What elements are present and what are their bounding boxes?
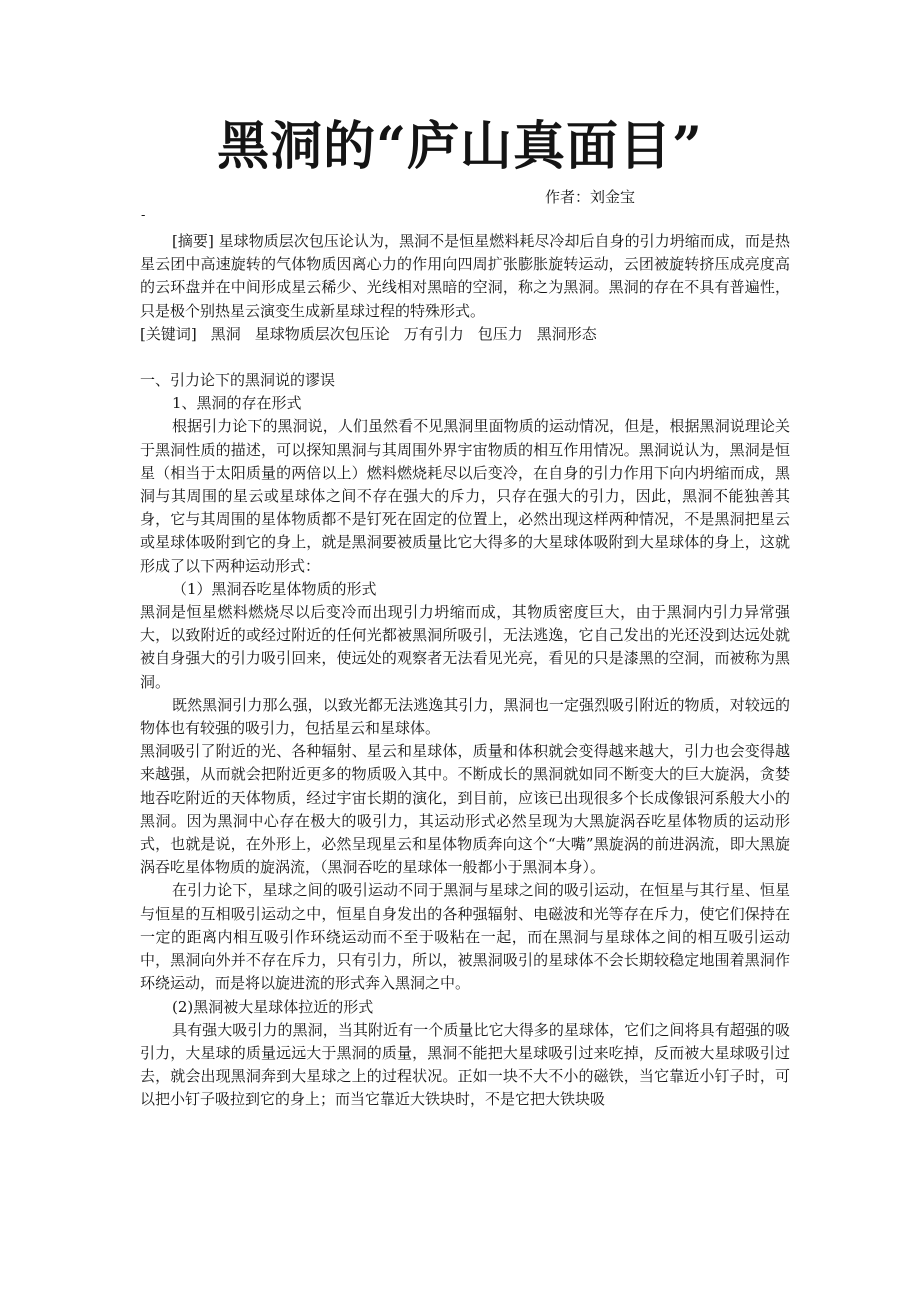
keyword-item: 万有引力 (403, 324, 464, 343)
separator-mark: - (141, 208, 146, 223)
body-paragraph: 黑洞吸引了附近的光、各种辐射、星云和星球体，质量和体积就会变得越来越大，引力也会变得越来越强，从而就会把附近更多的物质吸入其中。不断成长的黑洞就如同不断变大的巨大旋涡，贪婪地吞吃附近的天体物质，经过宇宙长期的演化，到目前，应该已出现很多个长成像银河系般大小的黑洞。因为黑洞中心存在极大的吸引力，其运动形式必然呈现为大黑旋涡吞吃星体物质的运动形式，也就是说，在外形上，必然呈现星云和星体物质奔向这个“大嘴”黑旋涡的前进涡流，即大黑旋涡吞吃星体物质的旋涡流，（黑洞吞吃的星球体一般都小于黑洞本身）。 (140, 742, 790, 877)
keywords-label: [关键词] (140, 324, 197, 343)
item-heading: （1）黑洞吞吃星体物质的形式 (172, 579, 377, 598)
abstract-paragraph: [摘要] 星球物质层次包压论认为，黑洞不是恒星燃料耗尽冷却后自身的引力坍缩而成，而是热星云团中高速旋转的气体物质因离心力的作用向四周扩张膨胀旋转运动，云团被旋转挤压成亮度高的云环盘并在中间形成星云稀少、光线相对黑暗的空洞，称之为黑洞。黑洞的存在不具有普遍性，只是极个别热星云演变生成新星球过程的特殊形式。 (140, 232, 790, 320)
body-paragraph: 黑洞是恒星燃料燃烧尽以后变冷而出现引力坍缩而成，其物质密度巨大，由于黑洞内引力异常强大，以致附近的或经过附近的任何光都被黑洞所吸引，无法逃逸，它自己发出的光还没到达远处就被自身强大的引力吸引回来，使远处的观察者无法看见光亮，看见的只是漆黑的空洞，而被称为黑洞。 (140, 603, 790, 691)
keywords-line (140, 323, 790, 346)
blank-line (140, 346, 790, 369)
keyword-item: 包压力 (477, 324, 523, 343)
page-title: 黑洞的“庐山真面目” (217, 116, 703, 177)
article-body (140, 230, 790, 1112)
item-heading: (2)黑洞被大星球体拉近的形式 (172, 997, 374, 1016)
keyword-item: 黑洞 (210, 324, 241, 343)
keyword-item: 黑洞形态 (536, 324, 597, 343)
subsection-heading: 1、黑洞的存在形式 (172, 394, 302, 413)
body-paragraph: 根据引力论下的黑洞说，人们虽然看不见黑洞里面物质的运动情况，但是，根据黑洞说理论关于黑洞性质的描述，可以探知黑洞与其周围外界宇宙物质的相互作用情况。黑洞说认为，黑洞是恒星（相当于太阳质量的两倍以上）燃料燃烧耗尽以后变冷，在自身的引力作用下向内坍缩而成，黑洞与其周围的星云或星球体之间不存在强大的斥力，只存在强大的引力，因此，黑洞不能独善其身，它与其周围的星体物质都不是钉死在固定的位置上，必然出现这样两种情况，不是黑洞把星云或星球体吸附到它的身上，就是黑洞要被质量比它大得多的大星球体吸附到大星球体的身上，这就形成了以下两种运动形式： (140, 417, 790, 575)
author-line: 作者：刘金宝 (545, 188, 636, 206)
body-paragraph: 在引力论下，星球之间的吸引运动不同于黑洞与星球之间的吸引运动，在恒星与其行星、恒星与恒星的互相吸引运动之中，恒星自身发出的各种强辐射、电磁波和光等存在斥力，使它们保持在一定的距离内相互吸引作环绕运动而不至于吸粘在一起，而在黑洞与星球体之间的相互吸引运动中，黑洞向外并不存在斥力，只有引力，所以，被黑洞吸引的星球体不会长期较稳定地围着黑洞作环绕运动，而是将以旋进流的形式奔入黑洞之中。 (140, 881, 790, 993)
section-heading: 一、引力论下的黑洞说的谬误 (140, 371, 336, 390)
body-paragraph: 具有强大吸引力的黑洞，当其附近有一个质量比它大得多的星球体，它们之间将具有超强的吸引力，大星球的质量远远大于黑洞的质量，黑洞不能把大星球吸引过来吃掉，反而被大星球吸引过去，就会出现黑洞奔到大星球之上的过程状况。正如一块不大不小的磁铁，当它靠近小钉子时，可以把小钉子吸拉到它的身上；而当它靠近大铁块时，不是它把大铁块吸 (140, 1020, 790, 1109)
body-paragraph: 既然黑洞引力那么强，以致光都无法逃逸其引力，黑洞也一定强烈吸引附近的物质，对较远的物体也有较强的吸引力，包括星云和星球体。 (140, 695, 790, 738)
keyword-item: 星球物质层次包压论 (254, 324, 390, 343)
